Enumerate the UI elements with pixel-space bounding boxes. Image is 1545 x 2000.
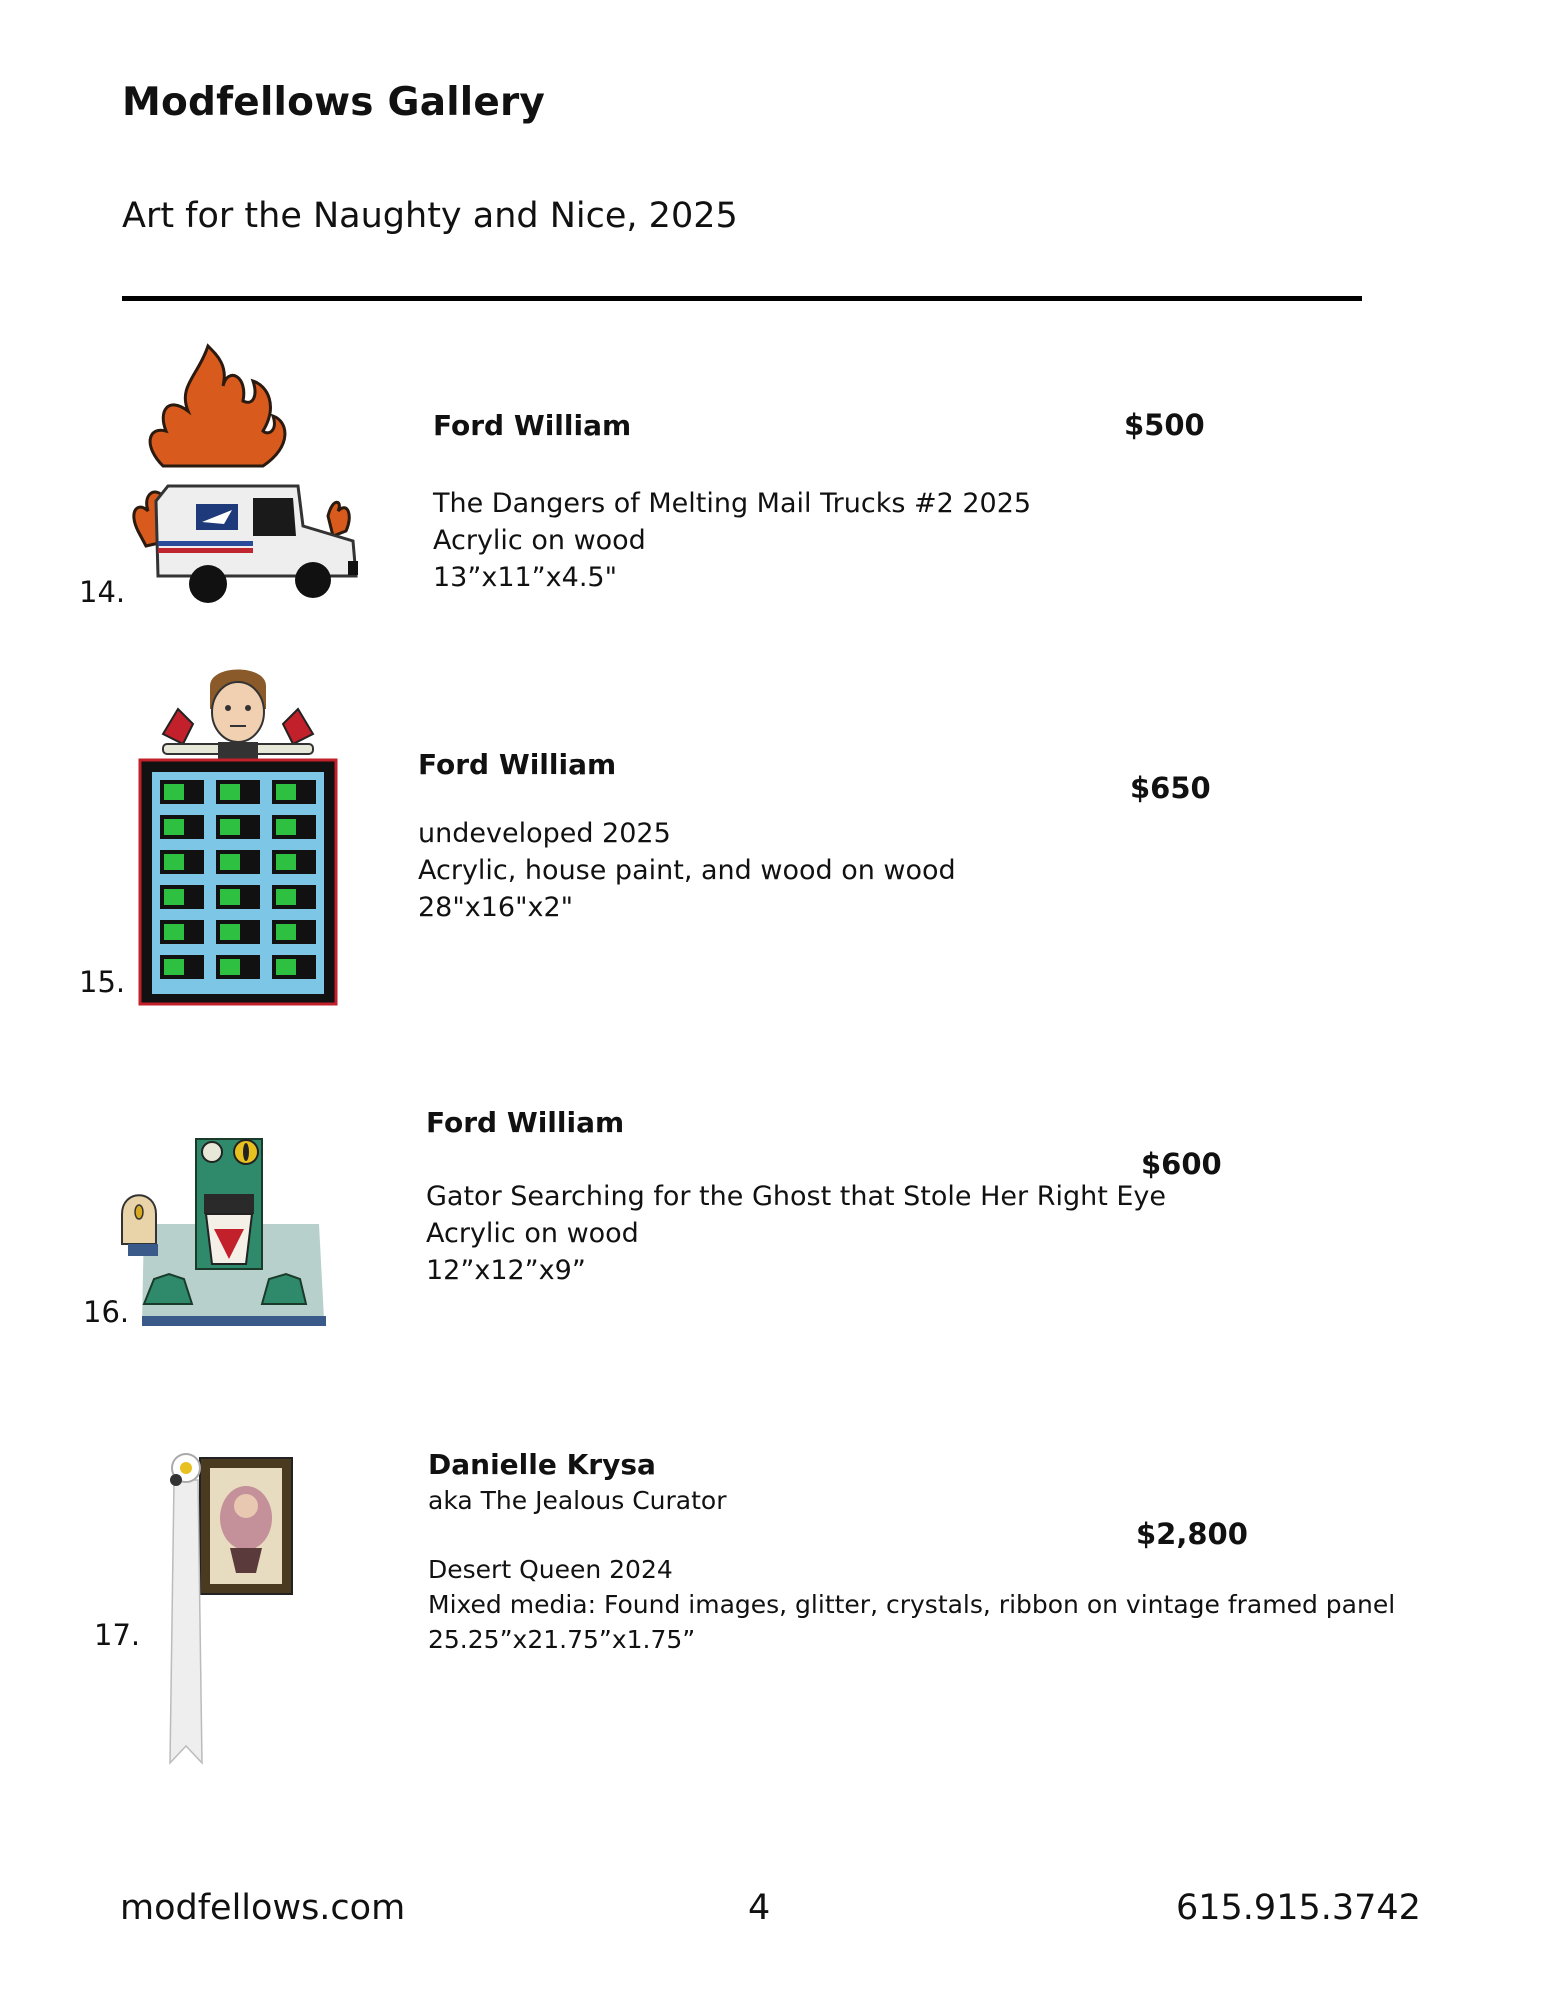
- artwork-details: [428, 1552, 1395, 1657]
- gallery-name: Modfellows Gallery: [122, 80, 546, 125]
- burning-mail-truck-icon: [128, 336, 360, 616]
- camera-label: [276, 784, 296, 800]
- camera-label: [164, 924, 184, 940]
- artwork-dimensions: 28"x16"x2": [418, 892, 574, 923]
- artwork-price: $500: [1124, 408, 1205, 442]
- camera-grid-sculpture-icon: [138, 664, 338, 1006]
- artwork-medium: Acrylic on wood: [433, 525, 646, 556]
- artwork-image-15: [138, 664, 338, 1006]
- artwork-dimensions: 25.25”x21.75”x1.75”: [428, 1625, 696, 1654]
- footer-phone: 615.915.3742: [1176, 1888, 1421, 1928]
- artwork-details: [426, 1178, 1166, 1289]
- item-number: 14.: [79, 575, 126, 609]
- artwork-details: [433, 485, 1031, 596]
- camera-label: [220, 889, 240, 905]
- artwork-details: [418, 815, 956, 926]
- artwork-price: $2,800: [1136, 1517, 1248, 1551]
- artwork-title: Desert Queen 2024: [428, 1555, 673, 1584]
- artwork-title: The Dangers of Melting Mail Trucks #2 2025: [433, 488, 1032, 519]
- camera-label: [164, 959, 184, 975]
- artwork-image-16: [114, 1134, 328, 1334]
- artwork-title: Gator Searching for the Ghost that Stole Her Right Eye: [426, 1181, 1167, 1212]
- artist-name: Ford William: [418, 748, 617, 781]
- camera-label: [220, 924, 240, 940]
- artwork-image-17: [164, 1448, 296, 1768]
- framed-panel-with-ribbon-icon: [164, 1448, 296, 1768]
- camera-label: [164, 784, 184, 800]
- camera-label: [220, 819, 240, 835]
- artwork-dimensions: 13”x11”x4.5": [433, 562, 618, 593]
- camera-label: [276, 854, 296, 870]
- gator-sculpture-icon: [114, 1134, 328, 1334]
- camera-label: [276, 889, 296, 905]
- artwork-medium: Acrylic on wood: [426, 1218, 639, 1249]
- artwork-dimensions: 12”x12”x9”: [426, 1255, 586, 1286]
- artwork-price: $600: [1141, 1147, 1222, 1181]
- footer-website: modfellows.com: [120, 1888, 406, 1928]
- artist-name: Danielle Krysa: [428, 1448, 656, 1481]
- header-divider: [122, 296, 1362, 301]
- camera-label: [164, 854, 184, 870]
- camera-label: [220, 959, 240, 975]
- artwork-medium: Acrylic, house paint, and wood on wood: [418, 855, 956, 886]
- artist-name: Ford William: [426, 1106, 625, 1139]
- camera-label: [276, 924, 296, 940]
- item-number: 15.: [79, 965, 126, 999]
- item-number: 17.: [94, 1618, 141, 1652]
- artist-alias: aka The Jealous Curator: [428, 1486, 727, 1515]
- artwork-image-14: [128, 336, 360, 616]
- camera-label: [220, 784, 240, 800]
- camera-label: [164, 889, 184, 905]
- camera-label: [276, 959, 296, 975]
- camera-label: [220, 854, 240, 870]
- show-title: Art for the Naughty and Nice, 2025: [122, 196, 738, 236]
- page-number: 4: [748, 1888, 771, 1928]
- camera-label: [164, 819, 184, 835]
- camera-label: [276, 819, 296, 835]
- artist-name: Ford William: [433, 409, 632, 442]
- artwork-medium: Mixed media: Found images, glitter, crystals, ribbon on vintage framed panel: [428, 1590, 1396, 1619]
- artwork-price: $650: [1130, 771, 1211, 805]
- item-number: 16.: [83, 1295, 130, 1329]
- artwork-title: undeveloped 2025: [418, 818, 671, 849]
